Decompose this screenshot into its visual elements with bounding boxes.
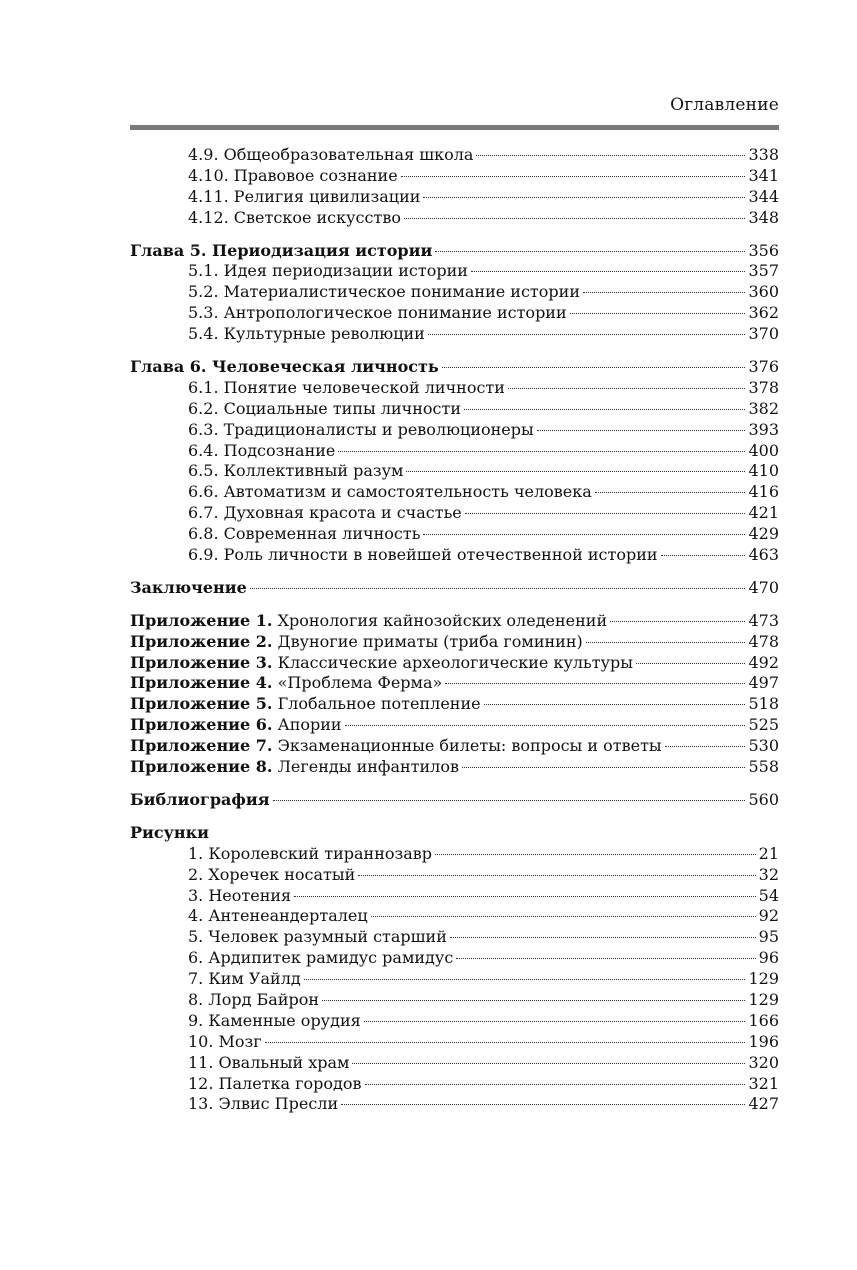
toc-entry[interactable] bbox=[130, 757, 779, 778]
entry-label: 6.6. Автоматизм и самостоятельность человека bbox=[188, 482, 592, 502]
toc-entry[interactable] bbox=[130, 673, 779, 694]
entry-title bbox=[188, 524, 420, 545]
entry-title bbox=[188, 441, 335, 462]
entry-title bbox=[130, 673, 442, 694]
entry-page: 478 bbox=[748, 631, 779, 651]
leader-dots bbox=[371, 916, 756, 917]
leader-dots bbox=[401, 176, 746, 177]
toc-entry[interactable] bbox=[130, 948, 779, 969]
entry-label: 4. Антенеандерталец bbox=[188, 906, 368, 926]
entry-title bbox=[130, 715, 342, 736]
entry-page: 360 bbox=[748, 282, 779, 302]
appendix-list bbox=[130, 611, 779, 778]
appendix-prefix: Приложение 3. bbox=[130, 652, 273, 672]
entry-title bbox=[188, 420, 534, 441]
toc-entry[interactable] bbox=[130, 969, 779, 990]
entry-label: 3. Неотения bbox=[188, 885, 292, 905]
appendix-prefix: Приложение 1. bbox=[130, 610, 273, 630]
entry-label: 5. Человек разумный старший bbox=[188, 927, 447, 947]
header-rule bbox=[130, 125, 779, 130]
entry-page: 321 bbox=[748, 1073, 779, 1093]
entry-title bbox=[188, 324, 425, 345]
entry-label: Классические археологические культуры bbox=[277, 652, 633, 672]
entry-title bbox=[130, 694, 481, 715]
entry-title bbox=[188, 261, 468, 282]
entry-label: 4.11. Религия цивилизации bbox=[188, 186, 421, 206]
toc-entry[interactable] bbox=[130, 990, 779, 1011]
leader-dots bbox=[471, 271, 746, 272]
toc-entry[interactable] bbox=[130, 524, 779, 545]
figure-list bbox=[130, 844, 779, 1116]
entry-label: 5.2. Материалистическое понимание истории bbox=[188, 282, 580, 302]
leader-dots bbox=[583, 292, 745, 293]
toc-entry[interactable] bbox=[130, 324, 779, 345]
appendix-prefix: Приложение 6. bbox=[130, 715, 273, 735]
entry-label: 4.10. Правовое сознание bbox=[188, 165, 398, 185]
entry-page: 341 bbox=[748, 165, 779, 185]
entry-page: 32 bbox=[758, 864, 779, 884]
leader-dots bbox=[345, 725, 746, 726]
leader-dots bbox=[661, 555, 746, 556]
entry-label: Хронология кайнозойских оледенений bbox=[277, 610, 608, 630]
toc-entry[interactable] bbox=[130, 482, 779, 503]
entry-page: 344 bbox=[748, 186, 779, 206]
toc-entry[interactable] bbox=[130, 420, 779, 441]
entry-page: 382 bbox=[748, 398, 779, 418]
toc-entry[interactable] bbox=[130, 282, 779, 303]
entry-title bbox=[188, 145, 473, 166]
entry-title bbox=[188, 282, 580, 303]
leader-dots bbox=[435, 251, 745, 252]
entry-page: 21 bbox=[758, 843, 779, 863]
leader-dots bbox=[636, 663, 745, 664]
toc-entry[interactable] bbox=[130, 503, 779, 524]
leader-dots bbox=[404, 218, 745, 219]
entry-title bbox=[188, 166, 398, 187]
entry-page: 393 bbox=[748, 419, 779, 439]
entry-label: «Проблема Ферма» bbox=[277, 673, 443, 693]
entry-title bbox=[188, 1094, 338, 1115]
leader-dots bbox=[445, 683, 745, 684]
entry-title bbox=[130, 653, 633, 674]
toc-entry[interactable] bbox=[130, 1053, 779, 1074]
leader-dots bbox=[586, 642, 746, 643]
entry-title bbox=[188, 1032, 262, 1053]
entry-title bbox=[188, 208, 401, 229]
entry-page: 421 bbox=[748, 503, 779, 523]
leader-dots bbox=[358, 875, 755, 876]
chapter-5-page: 356 bbox=[748, 240, 779, 260]
entry-title bbox=[130, 736, 662, 757]
entry-label: 9. Каменные орудия bbox=[188, 1010, 361, 1030]
appendix-prefix: Приложение 8. bbox=[130, 757, 273, 777]
leader-dots bbox=[265, 1042, 746, 1043]
toc-entry[interactable] bbox=[130, 303, 779, 324]
chapter-6-items bbox=[130, 378, 779, 566]
chapter-4-items bbox=[130, 145, 779, 229]
toc-entry[interactable] bbox=[130, 632, 779, 653]
entry-page: 416 bbox=[748, 482, 779, 502]
leader-dots bbox=[508, 388, 746, 389]
entry-page: 427 bbox=[748, 1094, 779, 1114]
toc-entry[interactable] bbox=[130, 865, 779, 886]
entry-page: 129 bbox=[748, 989, 779, 1009]
entry-page: 362 bbox=[748, 303, 779, 323]
entry-label: Легенды инфантилов bbox=[277, 757, 459, 777]
entry-title bbox=[188, 948, 453, 969]
entry-page: 473 bbox=[748, 610, 779, 630]
entry-page: 530 bbox=[748, 736, 779, 756]
leader-dots bbox=[456, 958, 755, 959]
leader-dots bbox=[595, 492, 746, 493]
toc-entry[interactable] bbox=[130, 208, 779, 229]
appendix-prefix: Приложение 5. bbox=[130, 694, 273, 714]
entry-page: 196 bbox=[748, 1031, 779, 1051]
leader-dots bbox=[464, 409, 745, 410]
entry-label: 13. Элвис Пресли bbox=[188, 1094, 339, 1114]
toc-entry[interactable] bbox=[130, 145, 779, 166]
entry-title bbox=[188, 865, 355, 886]
conclusion-page: 470 bbox=[748, 577, 779, 597]
toc-entry[interactable] bbox=[130, 461, 779, 482]
leader-dots bbox=[476, 155, 745, 156]
appendix-prefix: Приложение 7. bbox=[130, 736, 273, 756]
entry-page: 400 bbox=[748, 440, 779, 460]
chapter-5-entry[interactable] bbox=[130, 241, 779, 262]
toc-entry[interactable] bbox=[130, 1094, 779, 1115]
entry-page: 410 bbox=[748, 461, 779, 481]
entry-title bbox=[188, 187, 420, 208]
entry-page: 338 bbox=[748, 145, 779, 164]
entry-title bbox=[188, 378, 505, 399]
entry-title bbox=[188, 927, 447, 948]
leader-dots bbox=[364, 1021, 746, 1022]
leader-dots bbox=[423, 197, 745, 198]
entry-label: 4.9. Общеобразовательная школа bbox=[188, 145, 474, 164]
toc-entry[interactable] bbox=[130, 927, 779, 948]
bibliography-page: 560 bbox=[748, 789, 779, 809]
entry-title bbox=[188, 482, 592, 503]
leader-dots bbox=[435, 854, 756, 855]
entry-page: 348 bbox=[748, 207, 779, 227]
leader-dots bbox=[484, 704, 746, 705]
entry-label: 6.7. Духовная красота и счастье bbox=[188, 503, 462, 523]
leader-dots bbox=[610, 621, 745, 622]
bibliography-title: Библиография bbox=[130, 789, 270, 809]
leader-dots bbox=[462, 767, 745, 768]
toc-entry[interactable] bbox=[130, 187, 779, 208]
entry-label: 6. Ардипитек рамидус рамидус bbox=[188, 948, 454, 968]
entry-label: 6.9. Роль личности в новейшей отечественной истории bbox=[188, 545, 658, 565]
entry-label: Глобальное потепление bbox=[277, 694, 481, 714]
entry-label: 6.4. Подсознание bbox=[188, 440, 336, 460]
conclusion-title: Заключение bbox=[130, 577, 247, 597]
bibliography-entry[interactable] bbox=[130, 790, 779, 811]
entry-page: 518 bbox=[748, 694, 779, 714]
figures-heading: Рисунки bbox=[130, 822, 210, 842]
entry-page: 54 bbox=[758, 885, 779, 905]
entry-label: 5.1. Идея периодизации истории bbox=[188, 261, 468, 281]
entry-page: 497 bbox=[748, 673, 779, 693]
leader-dots bbox=[450, 937, 756, 938]
toc-entry[interactable] bbox=[130, 736, 779, 757]
leader-dots bbox=[442, 367, 746, 368]
toc-entry[interactable] bbox=[130, 715, 779, 736]
leader-dots bbox=[338, 451, 745, 452]
entry-title bbox=[188, 990, 319, 1011]
entry-label: 5.4. Культурные революции bbox=[188, 324, 425, 344]
chapter-5-items bbox=[130, 261, 779, 345]
leader-dots bbox=[352, 1063, 745, 1064]
leader-dots bbox=[665, 746, 746, 747]
entry-title bbox=[130, 757, 459, 778]
entry-label: 4.12. Светское искусство bbox=[188, 207, 401, 227]
entry-title bbox=[130, 632, 583, 653]
entry-page: 95 bbox=[758, 927, 779, 947]
leader-dots bbox=[273, 800, 746, 801]
leader-dots bbox=[341, 1104, 745, 1105]
entry-label: Двуногие приматы (триба гоминин) bbox=[277, 631, 583, 651]
toc-entry[interactable] bbox=[130, 166, 779, 187]
entry-title bbox=[188, 969, 301, 990]
toc-entry[interactable] bbox=[130, 378, 779, 399]
appendix-prefix: Приложение 4. bbox=[130, 673, 273, 693]
toc-entry[interactable] bbox=[130, 694, 779, 715]
entry-title bbox=[188, 503, 462, 524]
entry-label: 1. Королевский тираннозавр bbox=[188, 843, 433, 863]
entry-title bbox=[188, 399, 461, 420]
entry-page: 463 bbox=[748, 545, 779, 565]
entry-page: 558 bbox=[748, 757, 779, 777]
entry-title bbox=[188, 303, 567, 324]
entry-title bbox=[130, 611, 607, 632]
leader-dots bbox=[428, 334, 746, 335]
entry-page: 320 bbox=[748, 1052, 779, 1072]
toc-entry[interactable] bbox=[130, 545, 779, 566]
entry-title bbox=[188, 844, 432, 865]
toc-entry[interactable] bbox=[130, 611, 779, 632]
toc-entry[interactable] bbox=[130, 886, 779, 907]
entry-page: 525 bbox=[748, 715, 779, 735]
conclusion-entry[interactable] bbox=[130, 578, 779, 599]
entry-page: 370 bbox=[748, 324, 779, 344]
entry-label: 10. Мозг bbox=[188, 1031, 262, 1051]
entry-label: 6.2. Социальные типы личности bbox=[188, 398, 461, 418]
toc-entry[interactable] bbox=[130, 399, 779, 420]
leader-dots bbox=[365, 1084, 746, 1085]
entry-page: 429 bbox=[748, 524, 779, 544]
entry-page: 492 bbox=[748, 652, 779, 672]
toc-entry[interactable] bbox=[130, 844, 779, 865]
entry-label: 6.1. Понятие человеческой личности bbox=[188, 377, 505, 397]
entry-label: 5.3. Антропологическое понимание истории bbox=[188, 303, 567, 323]
leader-dots bbox=[304, 979, 746, 980]
chapter-6-title: Глава 6. Человеческая личность bbox=[130, 357, 439, 377]
chapter-6-entry[interactable] bbox=[130, 357, 779, 378]
entry-label: 6.5. Коллективный разум bbox=[188, 461, 404, 481]
leader-dots bbox=[294, 896, 755, 897]
entry-label: Апории bbox=[277, 715, 342, 735]
leader-dots bbox=[465, 513, 746, 514]
toc-entry[interactable] bbox=[130, 261, 779, 282]
toc-entry[interactable] bbox=[130, 1032, 779, 1053]
entry-title bbox=[188, 545, 658, 566]
entry-label: 8. Лорд Байрон bbox=[188, 989, 320, 1009]
entry-label: 7. Ким Уайлд bbox=[188, 969, 301, 989]
table-of-contents bbox=[130, 145, 779, 1115]
entry-title bbox=[188, 461, 403, 482]
appendix-prefix: Приложение 2. bbox=[130, 631, 273, 651]
entry-title bbox=[188, 1053, 349, 1074]
leader-dots bbox=[406, 471, 745, 472]
leader-dots bbox=[570, 313, 746, 314]
entry-page: 378 bbox=[748, 377, 779, 397]
toc-entry[interactable] bbox=[130, 441, 779, 462]
entry-page: 129 bbox=[748, 969, 779, 989]
toc-entry[interactable] bbox=[130, 1011, 779, 1032]
entry-title bbox=[188, 886, 291, 907]
entry-label: 2. Хоречек носатый bbox=[188, 864, 356, 884]
entry-label: 12. Палетка городов bbox=[188, 1073, 362, 1093]
leader-dots bbox=[423, 534, 745, 535]
chapter-6-page: 376 bbox=[748, 357, 779, 377]
entry-page: 357 bbox=[748, 261, 779, 281]
entry-title bbox=[188, 1011, 361, 1032]
entry-page: 92 bbox=[758, 906, 779, 926]
leader-dots bbox=[250, 588, 746, 589]
chapter-5-title: Глава 5. Периодизация истории bbox=[130, 240, 433, 260]
leader-dots bbox=[537, 430, 746, 431]
toc-entry[interactable] bbox=[130, 1074, 779, 1095]
leader-dots bbox=[322, 1000, 745, 1001]
entry-label: 6.8. Современная личность bbox=[188, 524, 421, 544]
entry-label: 6.3. Традиционалисты и революционеры bbox=[188, 419, 534, 439]
toc-entry[interactable] bbox=[130, 653, 779, 674]
entry-label: Экзаменационные билеты: вопросы и ответы bbox=[277, 736, 662, 756]
entry-label: 11. Овальный храм bbox=[188, 1052, 350, 1072]
running-head: Оглавление bbox=[670, 95, 779, 115]
toc-entry[interactable] bbox=[130, 906, 779, 927]
entry-title bbox=[188, 1074, 362, 1095]
entry-page: 96 bbox=[758, 948, 779, 968]
entry-title bbox=[188, 906, 368, 927]
entry-page: 166 bbox=[748, 1010, 779, 1030]
